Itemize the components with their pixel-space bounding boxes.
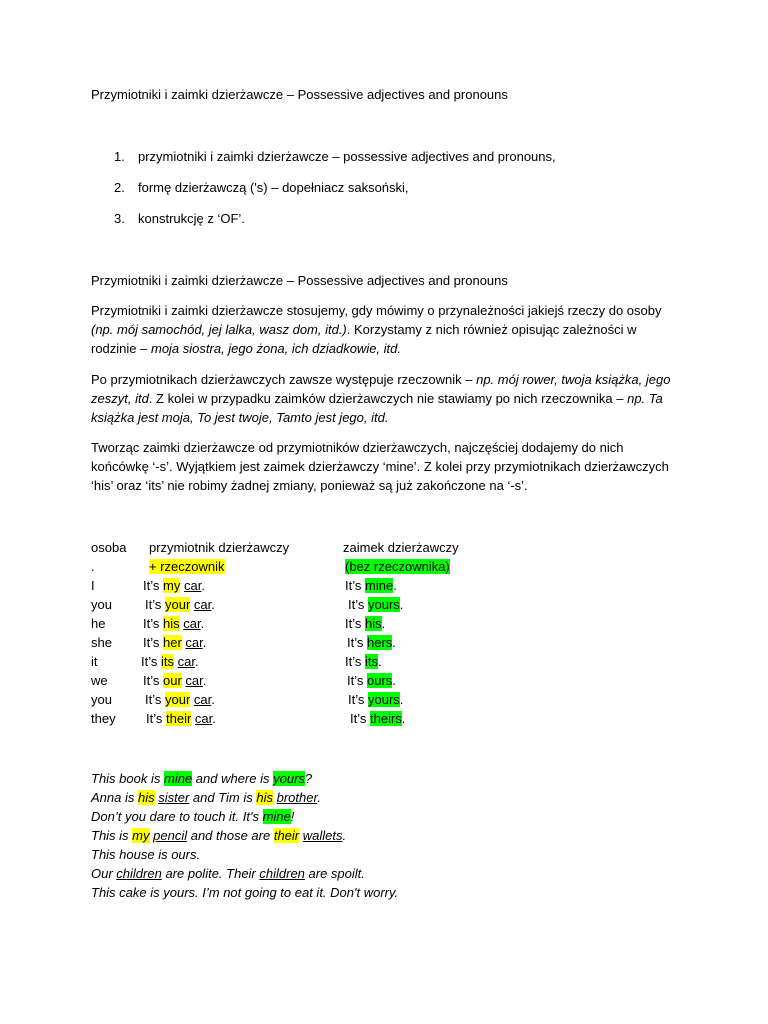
possessive-adjective: its — [161, 654, 174, 669]
example-6 — [91, 864, 365, 883]
list-number: 2. — [114, 180, 125, 195]
example-3 — [91, 807, 294, 826]
list-text: konstrukcję z ‘OF’. — [138, 211, 245, 226]
ex-pronoun: mine — [163, 771, 193, 786]
header-pronoun: zaimek dzierżawczy — [343, 540, 459, 555]
its-text: It’s — [143, 673, 163, 688]
its-text: It’s — [143, 578, 163, 593]
document-title: Przymiotniki i zaimki dzierżawcze – Possessive adjectives and pronouns — [91, 87, 508, 102]
row-pronoun-phrase: It’s its. — [345, 654, 382, 669]
its-text: It’s — [347, 673, 367, 688]
example-4 — [91, 826, 346, 845]
ex-text: ! — [290, 809, 295, 824]
ex-noun: pencil — [153, 828, 188, 843]
its-text: It’s — [348, 692, 368, 707]
possessive-pronoun: mine — [365, 578, 394, 593]
possessive-adjective: my — [163, 578, 181, 593]
ex-adjective: his — [256, 790, 273, 805]
its-text: It’s — [146, 711, 166, 726]
row-person: we — [91, 673, 108, 688]
ex-pronoun: mine — [262, 809, 291, 824]
row-adjective-phrase: It’s our car. — [143, 673, 207, 688]
ex-text: and Tim is — [189, 790, 257, 805]
row-pronoun-phrase: It’s ours. — [347, 673, 396, 688]
example-1 — [91, 769, 312, 788]
its-text: It’s — [145, 597, 165, 612]
possessive-adjective: our — [163, 673, 182, 688]
ex-text: This is — [91, 828, 133, 843]
ex-text: Don’t you dare to touch it. It's — [91, 809, 263, 824]
possessive-adjective: your — [165, 597, 191, 612]
row-pronoun-phrase: It’s yours. — [348, 597, 404, 612]
list-text: formę dzierżawczą ('s) – dopełniacz saksoński, — [138, 180, 409, 195]
possessive-pronoun: its — [365, 654, 378, 669]
p2-text-a: Po przymiotnikach dzierżawczych zawsze występuje rzeczownik – — [91, 372, 477, 387]
possessive-pronoun: his — [365, 616, 382, 631]
p1-text-c: . Korzystamy z nich również opisując zależności w rodzinie – — [91, 322, 637, 356]
header-adjective: przymiotnik dzierżawczy — [149, 540, 290, 555]
row-person: I — [91, 578, 95, 593]
row-person: she — [91, 635, 112, 650]
noun: car — [183, 616, 201, 631]
possessive-pronoun: yours — [368, 692, 400, 707]
table-row — [91, 692, 691, 711]
its-text: It’s — [143, 635, 163, 650]
its-text: It’s — [348, 597, 368, 612]
header-person: osoba — [91, 540, 127, 555]
table-row — [91, 635, 691, 654]
ex-text: are spoilt. — [304, 866, 365, 881]
row-person: you — [91, 597, 112, 612]
possessive-adjective: her — [163, 635, 182, 650]
ex-text: ? — [304, 771, 313, 786]
possessive-pronoun: ours — [367, 673, 393, 688]
ex-text: and where is — [192, 771, 274, 786]
subheader-dot: . — [91, 559, 95, 574]
ex-text: Our — [91, 866, 117, 881]
its-text: It’s — [350, 711, 370, 726]
p1-text-a: Przymiotniki i zaimki dzierżawcze stosujemy, gdy mówimy o przynależności jakiejś rzeczy do osoby — [91, 303, 662, 318]
ex-adjective: their — [273, 828, 300, 843]
list-number: 3. — [114, 211, 125, 226]
row-adjective-phrase: It’s your car. — [145, 692, 215, 707]
row-adjective-phrase: It’s my car. — [143, 578, 205, 593]
its-text: It’s — [345, 616, 365, 631]
row-pronoun-phrase: It’s theirs. — [350, 711, 406, 726]
p1-examples: (np. mój samochód, jej lalka, wasz dom, itd.) — [91, 322, 347, 337]
paragraph-nouns — [91, 370, 681, 427]
ex-text: This book is — [91, 771, 164, 786]
its-text: It’s — [345, 654, 365, 669]
possessive-pronoun: hers — [367, 635, 393, 650]
table-row — [91, 711, 691, 730]
its-text: It’s — [141, 654, 161, 669]
its-text: It’s — [145, 692, 165, 707]
row-adjective-phrase: It’s their car. — [146, 711, 216, 726]
table-header-row — [91, 540, 691, 559]
ex-text: and those are — [187, 828, 274, 843]
its-text: It’s — [347, 635, 367, 650]
ex-pronoun: yours — [273, 771, 305, 786]
possessive-adjective: your — [165, 692, 191, 707]
noun: car — [193, 597, 212, 612]
ex-noun: brother — [276, 790, 318, 805]
noun: car — [183, 578, 202, 593]
its-text: It’s — [345, 578, 365, 593]
row-person: he — [91, 616, 106, 631]
p2-text-c: . Z kolei w przypadku zaimków dzierżawczych nie stawiamy po nich rzeczownika – — [148, 391, 628, 406]
row-pronoun-phrase: It’s mine. — [345, 578, 397, 593]
ex-adjective: my — [132, 828, 150, 843]
possessive-pronoun: theirs — [370, 711, 402, 726]
p1-family-examples: moja siostra, jego żona, ich dziadkowie, itd. — [150, 341, 401, 356]
p3-text: Tworząc zaimki dzierżawcze od przymiotników dzierżawczych, najczęściej dodajemy do nich końcówkę ‘-s’. Wyjątkiem jest zaimek dzierżawczy ‘mine’. Z kolei przy przymiotnikach dzierżawczych ‘his’ oraz ‘its’ nie robimy żadnej zmiany, ponieważ są już zakończone na ‘-s’. — [91, 440, 669, 493]
noun: car — [193, 692, 212, 707]
table-row — [91, 673, 691, 692]
ex-noun: sister — [158, 790, 190, 805]
example-2 — [91, 788, 321, 807]
row-person: it — [91, 654, 98, 669]
subheader-pronoun: (bez rzeczownika) — [345, 559, 450, 574]
example-5: This house is ours. — [91, 847, 201, 862]
table-subheader-row — [91, 559, 691, 578]
ex-text: Anna is — [91, 790, 138, 805]
row-pronoun-phrase: It’s his. — [345, 616, 386, 631]
noun: car — [194, 711, 213, 726]
possessive-adjective: their — [166, 711, 192, 726]
list-text: przymiotniki i zaimki dzierżawcze – possessive adjectives and pronouns, — [138, 149, 556, 164]
its-text: It’s — [143, 616, 163, 631]
row-person: they — [91, 711, 116, 726]
table-row — [91, 654, 691, 673]
p2-pronoun-examples: np. Ta książka jest moja, To jest twoje, Tamto jest jego, itd. — [91, 391, 663, 425]
paragraph-endings — [91, 438, 681, 495]
noun: car — [185, 635, 203, 650]
row-adjective-phrase: It’s its car. — [141, 654, 199, 669]
ex-noun: children — [116, 866, 162, 881]
table-row — [91, 578, 691, 597]
row-person: you — [91, 692, 112, 707]
ex-text: . — [342, 828, 347, 843]
ex-noun: children — [259, 866, 305, 881]
list-number: 1. — [114, 149, 125, 164]
row-adjective-phrase: It’s your car. — [145, 597, 215, 612]
ex-noun: wallets — [302, 828, 343, 843]
section-heading: Przymiotniki i zaimki dzierżawcze – Possessive adjectives and pronouns — [91, 273, 508, 288]
row-adjective-phrase: It’s her car. — [143, 635, 207, 650]
row-adjective-phrase: It’s his car. — [143, 616, 205, 631]
ex-text: are polite. Their — [161, 866, 260, 881]
possessive-adjective: his — [163, 616, 180, 631]
possessive-pronoun: yours — [368, 597, 400, 612]
table-row — [91, 616, 691, 635]
example-7: This cake is yours. I’m not going to eat it. Don't worry. — [91, 885, 399, 900]
row-pronoun-phrase: It’s yours. — [348, 692, 404, 707]
row-pronoun-phrase: It’s hers. — [347, 635, 396, 650]
paragraph-usage — [91, 301, 681, 358]
table-row — [91, 597, 691, 616]
ex-text: . — [317, 790, 321, 805]
ex-adjective: his — [137, 790, 155, 805]
noun: car — [185, 673, 203, 688]
p2-examples: np. mój rower, twoja książka, jego zeszyt, itd — [91, 372, 671, 406]
subheader-adjective: + rzeczownik — [149, 559, 225, 574]
noun: car — [177, 654, 195, 669]
